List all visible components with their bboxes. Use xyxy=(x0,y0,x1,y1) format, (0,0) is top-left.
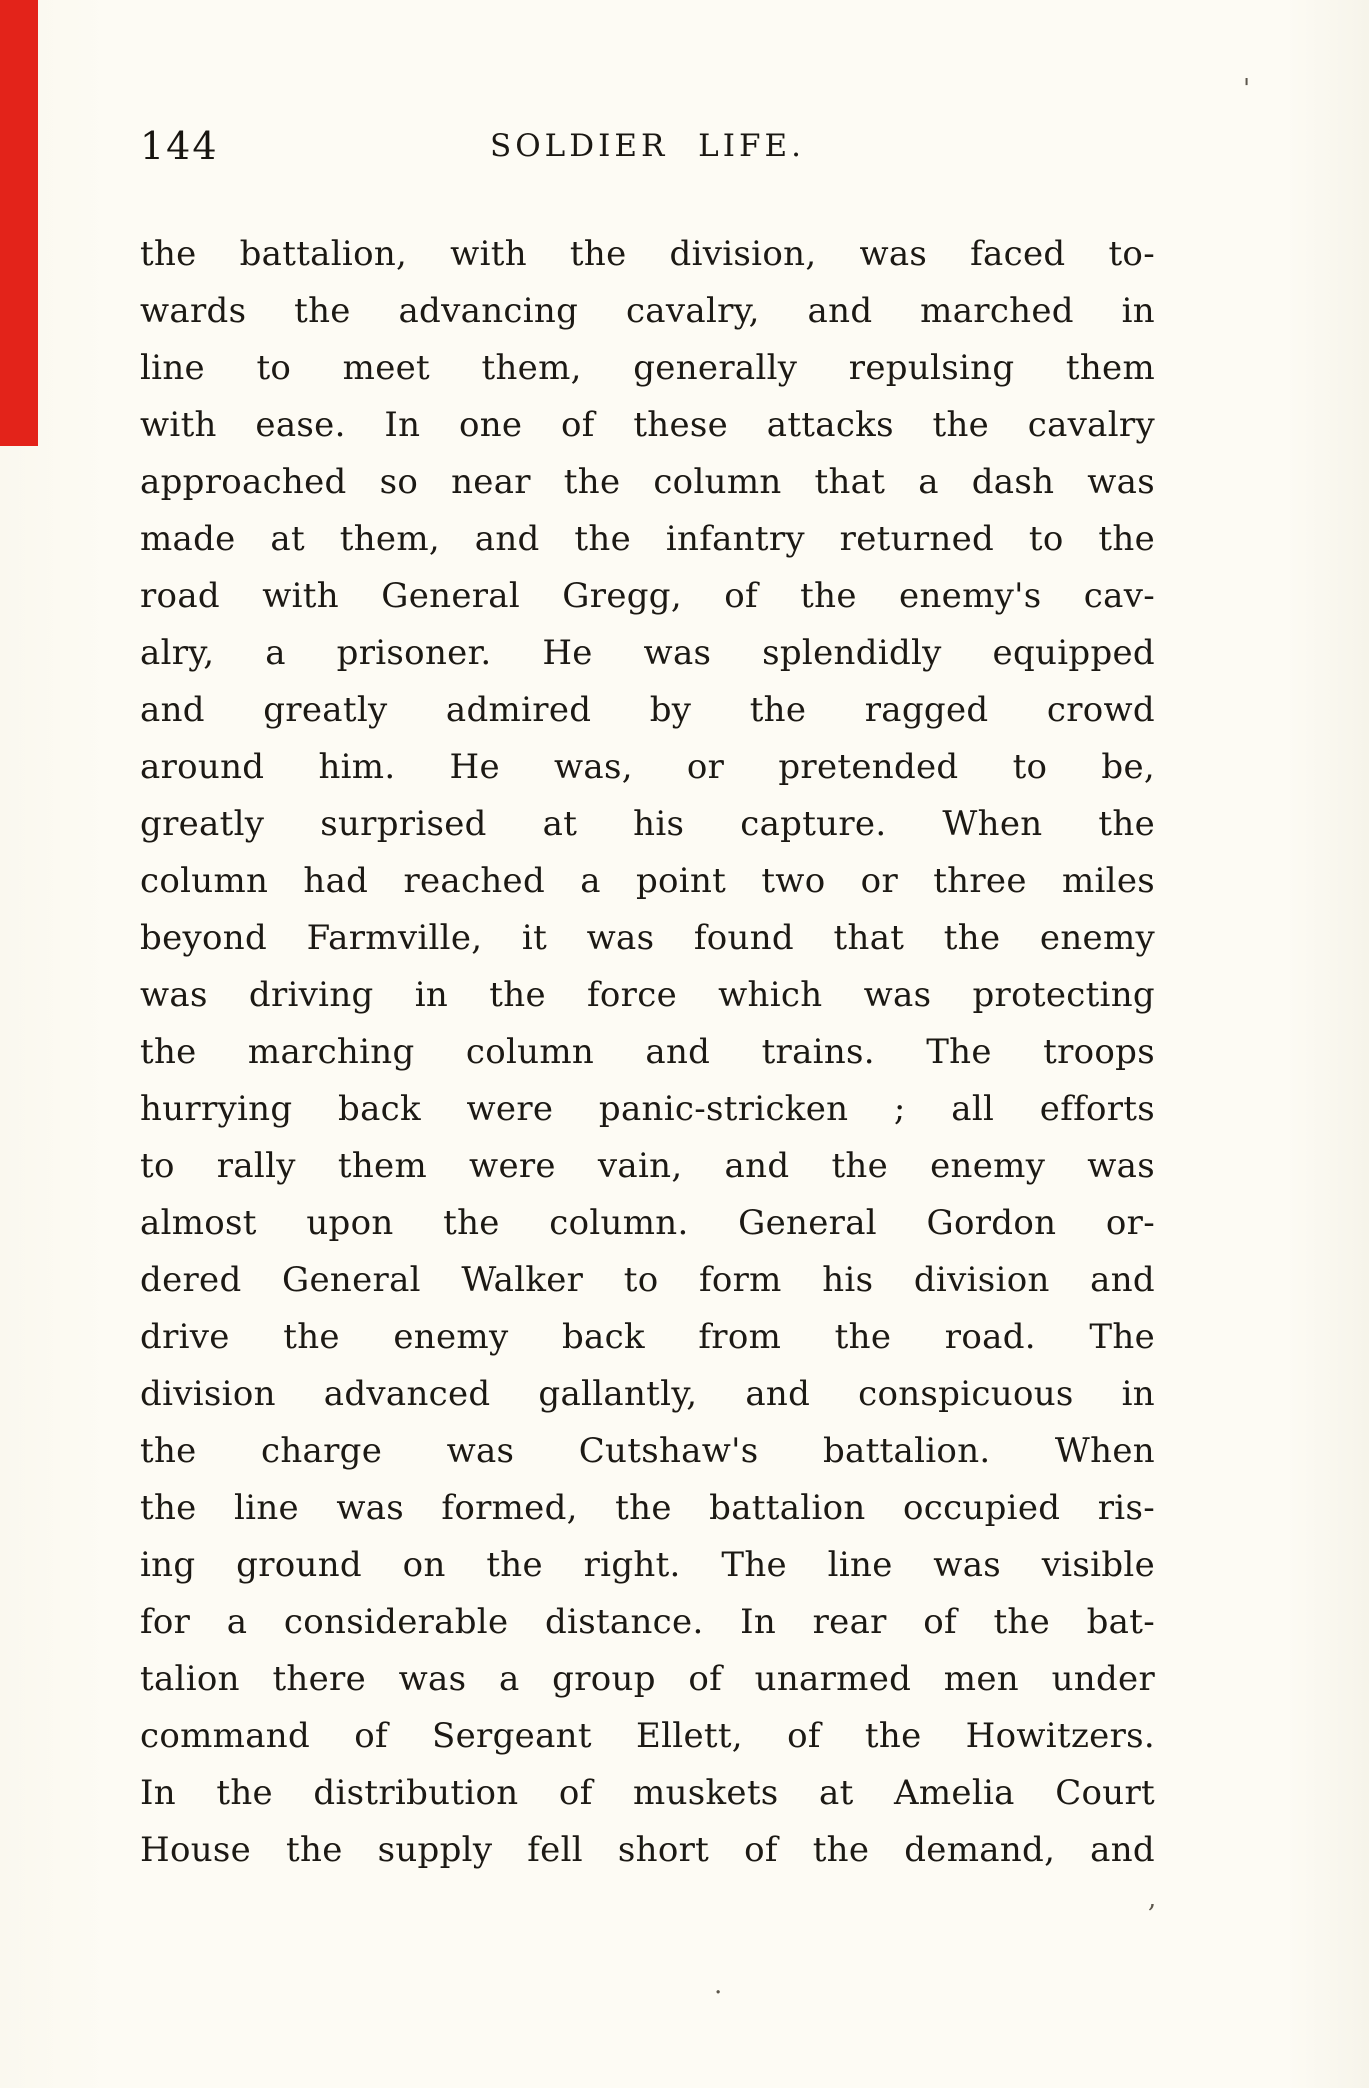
text-line: ing ground on the right. The line was visible xyxy=(140,1545,1155,1585)
text-line: to rally them were vain, and the enemy was xyxy=(140,1146,1155,1186)
red-margin-strip xyxy=(0,0,38,446)
text-line: beyond Farmville, it was found that the enemy xyxy=(140,918,1155,958)
text-line: line to meet them, generally repulsing them xyxy=(140,348,1155,388)
text-line: greatly surprised at his capture. When the xyxy=(140,804,1155,844)
text-line: drive the enemy back from the road. The xyxy=(140,1317,1155,1357)
scan-artifact: . xyxy=(714,1970,723,2000)
text-line: the charge was Cutshaw's battalion. When xyxy=(140,1431,1155,1471)
page-number: 144 xyxy=(140,124,219,168)
text-line: with ease. In one of these attacks the cavalry xyxy=(140,405,1155,445)
text-line: the line was formed, the battalion occupied ris- xyxy=(140,1488,1155,1528)
text-line: approached so near the column that a dash was xyxy=(140,462,1155,502)
text-line: almost upon the column. General Gordon or- xyxy=(140,1203,1155,1243)
body-text xyxy=(140,226,1155,1879)
text-line: the marching column and trains. The troops xyxy=(140,1032,1155,1072)
text-line: hurrying back were panic-stricken ; all efforts xyxy=(140,1089,1155,1129)
text-line: around him. He was, or pretended to be, xyxy=(140,747,1155,787)
text-line: wards the advancing cavalry, and marched in xyxy=(140,291,1155,331)
scan-artifact: ' xyxy=(1243,74,1251,104)
scan-artifact: , xyxy=(1148,1884,1157,1914)
text-line: alry, a prisoner. He was splendidly equipped xyxy=(140,633,1155,673)
text-line: the battalion, with the division, was faced to- xyxy=(140,234,1155,274)
text-line: dered General Walker to form his division and xyxy=(140,1260,1155,1300)
text-line: division advanced gallantly, and conspicuous in xyxy=(140,1374,1155,1414)
text-line: talion there was a group of unarmed men under xyxy=(140,1659,1155,1699)
text-line: In the distribution of muskets at Amelia Court xyxy=(140,1773,1155,1813)
text-line: column had reached a point two or three miles xyxy=(140,861,1155,901)
text-line: for a considerable distance. In rear of the bat- xyxy=(140,1602,1155,1642)
text-line: command of Sergeant Ellett, of the Howitzers. xyxy=(140,1716,1155,1756)
text-line: and greatly admired by the ragged crowd xyxy=(140,690,1155,730)
page-header xyxy=(140,124,1155,176)
text-line: road with General Gregg, of the enemy's cav- xyxy=(140,576,1155,616)
text-line: House the supply fell short of the demand, and xyxy=(140,1830,1155,1870)
text-line: made at them, and the infantry returned to the xyxy=(140,519,1155,559)
text-line: was driving in the force which was protecting xyxy=(140,975,1155,1015)
running-header: SOLDIER LIFE. xyxy=(490,128,805,164)
